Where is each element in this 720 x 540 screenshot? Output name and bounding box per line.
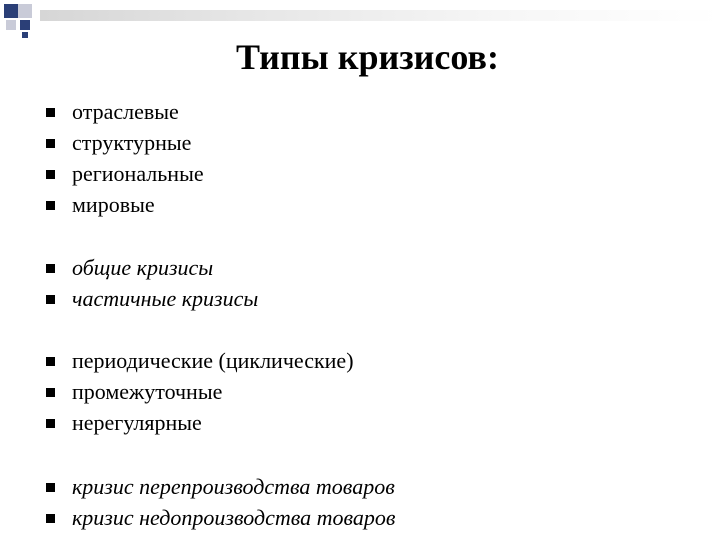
list-item-text: кризис недопроизводства товаров — [72, 505, 396, 530]
square-bullet-icon — [46, 357, 55, 366]
list-item-text: отраслевые — [72, 99, 179, 124]
decoration-square-4 — [6, 20, 16, 30]
square-bullet-icon — [46, 419, 55, 428]
square-bullet-icon — [46, 170, 55, 179]
list-item — [0, 128, 720, 158]
list-item — [0, 408, 720, 438]
list-item — [0, 472, 720, 502]
list-item-text: структурные — [72, 130, 192, 155]
list-item-text: кризис перепроизводства товаров — [72, 474, 395, 499]
slide-title: Типы кризисов: — [236, 37, 499, 77]
list-item-text: периодические (циклические) — [72, 348, 354, 373]
square-bullet-icon — [46, 388, 55, 397]
list-item — [0, 503, 720, 533]
list-item-text: частичные кризисы — [72, 286, 259, 311]
list-item — [0, 97, 720, 127]
decoration-square-6 — [22, 32, 28, 38]
list-item — [0, 284, 720, 314]
list-item — [0, 190, 720, 220]
decoration-square-5 — [20, 20, 30, 30]
slide-decoration — [0, 0, 720, 40]
square-bullet-icon — [46, 264, 55, 273]
list-item-text: мировые — [72, 192, 155, 217]
list-item-text: промежуточные — [72, 379, 223, 404]
square-bullet-icon — [46, 108, 55, 117]
list-item — [0, 377, 720, 407]
list-item — [0, 346, 720, 376]
decoration-bar — [40, 10, 720, 21]
list-item-text: общие кризисы — [72, 255, 214, 280]
list-item — [0, 159, 720, 189]
square-bullet-icon — [46, 201, 55, 210]
decoration-square-2 — [18, 4, 32, 18]
decoration-square-1 — [4, 4, 18, 18]
square-bullet-icon — [46, 483, 55, 492]
square-bullet-icon — [46, 514, 55, 523]
list-item-text: нерегулярные — [72, 410, 202, 435]
square-bullet-icon — [46, 295, 55, 304]
square-bullet-icon — [46, 139, 55, 148]
list-item — [0, 253, 720, 283]
list-item-text: региональные — [72, 161, 204, 186]
